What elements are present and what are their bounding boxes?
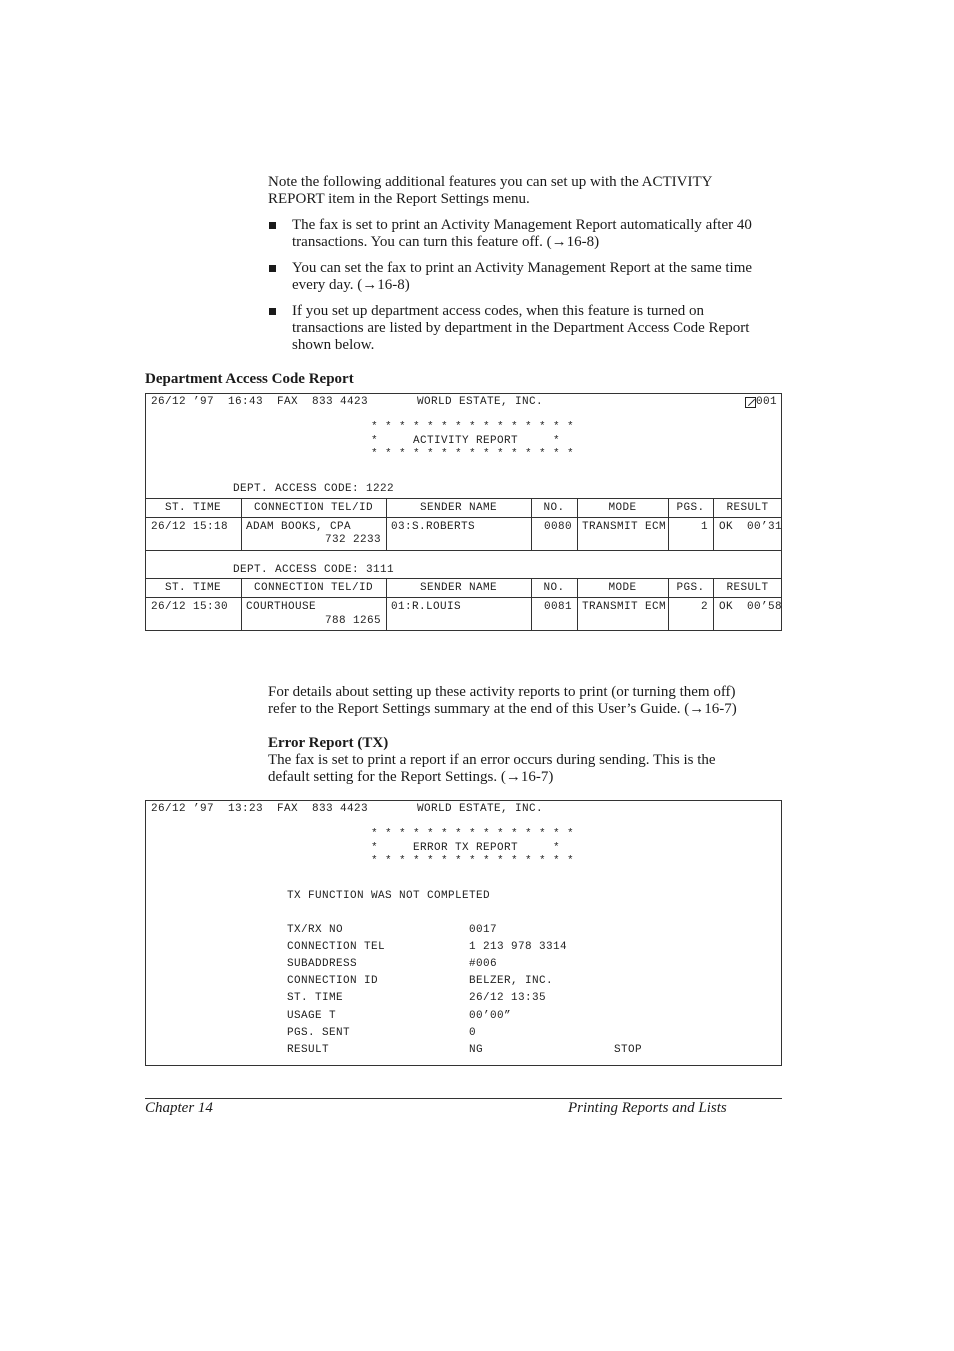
table-cell-no: 0080 xyxy=(543,521,572,533)
column-header: SENDER NAME xyxy=(419,582,497,594)
stars-line: * * * * * * * * * * * * * * * xyxy=(371,421,575,433)
bullet-item xyxy=(292,303,749,354)
field-value: #006 xyxy=(469,958,498,970)
column-divider xyxy=(241,578,242,631)
table-cell-result: OK 00’31 xyxy=(719,521,783,533)
details-line: For details about setting up these activity reports to print (or turning them off) xyxy=(268,684,736,700)
bullet-square-icon xyxy=(269,222,276,229)
error-message: TX FUNCTION WAS NOT COMPLETED xyxy=(287,890,491,902)
dept-access-code-label: DEPT. ACCESS CODE: 3111 xyxy=(233,564,395,576)
column-divider xyxy=(577,578,578,631)
dept-access-icon xyxy=(745,397,756,408)
table-cell-st-time: 26/12 15:18 xyxy=(151,521,229,533)
column-divider xyxy=(577,498,578,550)
column-header: NO. xyxy=(543,582,565,594)
column-divider xyxy=(531,498,532,550)
column-header: PGS. xyxy=(676,502,705,514)
column-divider xyxy=(386,578,387,631)
error-description-line: The fax is set to print a report if an error occurs during sending. This is the xyxy=(268,752,716,768)
column-divider xyxy=(531,578,532,631)
field-label: ST. TIME xyxy=(287,992,344,1004)
field-label: CONNECTION TEL xyxy=(287,941,386,953)
footer-section-title: Printing Reports and Lists xyxy=(568,1100,727,1116)
field-extra: STOP xyxy=(614,1044,643,1056)
bullet-line: You can set the fax to print an Activity Management Report at the same time xyxy=(292,260,753,276)
field-value: 00’00” xyxy=(469,1010,512,1022)
column-header: CONNECTION TEL/ID xyxy=(253,502,374,514)
column-header: RESULT xyxy=(726,582,769,594)
field-value: BELZER, INC. xyxy=(469,975,554,987)
column-divider xyxy=(386,498,387,550)
dept-report-company: WORLD ESTATE, INC. xyxy=(417,396,544,408)
table-cell-connection-tel: 788 1265 xyxy=(324,615,381,627)
error-report-heading: Error Report (TX) xyxy=(268,735,389,751)
footer-rule xyxy=(145,1098,782,1099)
stars-line: * * * * * * * * * * * * * * * xyxy=(371,828,575,840)
table-cell-connection-name: COURTHOUSE xyxy=(246,601,317,613)
table-cell-sender: 01:R.LOUIS xyxy=(391,601,462,613)
intro-paragraph xyxy=(268,174,712,208)
footer-chapter: Chapter 14 xyxy=(145,1100,213,1116)
bullet-square-icon xyxy=(269,308,276,315)
intro-line-1: Note the following additional features you can set up with the ACTIVITY xyxy=(268,174,713,190)
table-cell-mode: TRANSMIT ECM xyxy=(582,601,667,613)
bullet-line: The fax is set to print an Activity Management Report automatically after 40 xyxy=(292,217,752,233)
field-label: SUBADDRESS xyxy=(287,958,358,970)
table-cell-st-time: 26/12 15:30 xyxy=(151,601,229,613)
column-header: PGS. xyxy=(676,582,705,594)
table-cell-no: 0081 xyxy=(543,601,572,613)
error-report-company: WORLD ESTATE, INC. xyxy=(417,803,544,815)
column-header: NO. xyxy=(543,502,565,514)
field-label: RESULT xyxy=(287,1044,330,1056)
bullet-square-icon xyxy=(269,265,276,272)
column-divider xyxy=(713,578,714,631)
table-cell-mode: TRANSMIT ECM xyxy=(582,521,667,533)
error-report-header-left: 26/12 ’97 13:23 FAX 833 4423 xyxy=(151,803,369,815)
field-value: 0017 xyxy=(469,924,498,936)
column-header: RESULT xyxy=(726,502,769,514)
field-value: 1 213 978 3314 xyxy=(469,941,568,953)
column-header: MODE xyxy=(608,502,637,514)
field-label: USAGE T xyxy=(287,1010,337,1022)
error-report-description xyxy=(268,752,716,786)
table-cell-pgs: 1 xyxy=(700,521,708,533)
column-divider xyxy=(713,498,714,550)
table-cell-connection-tel: 732 2233 xyxy=(324,534,381,546)
field-value: 26/12 13:35 xyxy=(469,992,547,1004)
table-cell-pgs: 2 xyxy=(700,601,708,613)
report-title: * ERROR TX REPORT * xyxy=(371,842,561,854)
bullet-line: transactions. You can turn this feature off. (→16-8) xyxy=(292,234,600,250)
bullet-line: transactions are listed by department in the Department Access Code Report xyxy=(292,320,750,336)
column-header: SENDER NAME xyxy=(419,502,497,514)
table-cell-sender: 03:S.ROBERTS xyxy=(391,521,476,533)
bullet-item xyxy=(292,217,752,251)
field-value: 0 xyxy=(469,1027,477,1039)
dept-report-caption: Department Access Code Report xyxy=(145,371,354,387)
dept-access-code-label: DEPT. ACCESS CODE: 1222 xyxy=(233,483,395,495)
bullet-line: shown below. xyxy=(292,337,375,353)
table-cell-result: OK 00’58 xyxy=(719,601,783,613)
dept-report-header-left: 26/12 ’97 16:43 FAX 833 4423 xyxy=(151,396,369,408)
intro-line-2: REPORT item in the Report Settings menu. xyxy=(268,191,530,207)
dept-report-page-no: 001 xyxy=(756,396,778,408)
details-line: refer to the Report Settings summary at the end of this User’s Guide. (→16-7) xyxy=(268,701,737,717)
field-value: NG xyxy=(469,1044,484,1056)
field-label: CONNECTION ID xyxy=(287,975,379,987)
stars-line: * * * * * * * * * * * * * * * xyxy=(371,448,575,460)
divider xyxy=(145,550,782,551)
column-header: CONNECTION TEL/ID xyxy=(253,582,374,594)
bullet-item xyxy=(292,260,752,294)
bullet-line: If you set up department access codes, when this feature is turned on xyxy=(292,303,704,319)
table-cell-connection-name: ADAM BOOKS, CPA xyxy=(246,521,352,533)
report-title: * ACTIVITY REPORT * xyxy=(371,435,561,447)
column-divider xyxy=(241,498,242,550)
column-header: ST. TIME xyxy=(164,502,221,514)
column-header: MODE xyxy=(608,582,637,594)
error-description-line: default setting for the Report Settings. (→16-7) xyxy=(268,769,554,785)
details-paragraph xyxy=(268,684,737,718)
column-header: ST. TIME xyxy=(164,582,221,594)
column-divider xyxy=(668,578,669,631)
field-label: TX/RX NO xyxy=(287,924,344,936)
column-divider xyxy=(668,498,669,550)
stars-line: * * * * * * * * * * * * * * * xyxy=(371,855,575,867)
field-label: PGS. SENT xyxy=(287,1027,351,1039)
bullet-line: every day. (→16-8) xyxy=(292,277,410,293)
